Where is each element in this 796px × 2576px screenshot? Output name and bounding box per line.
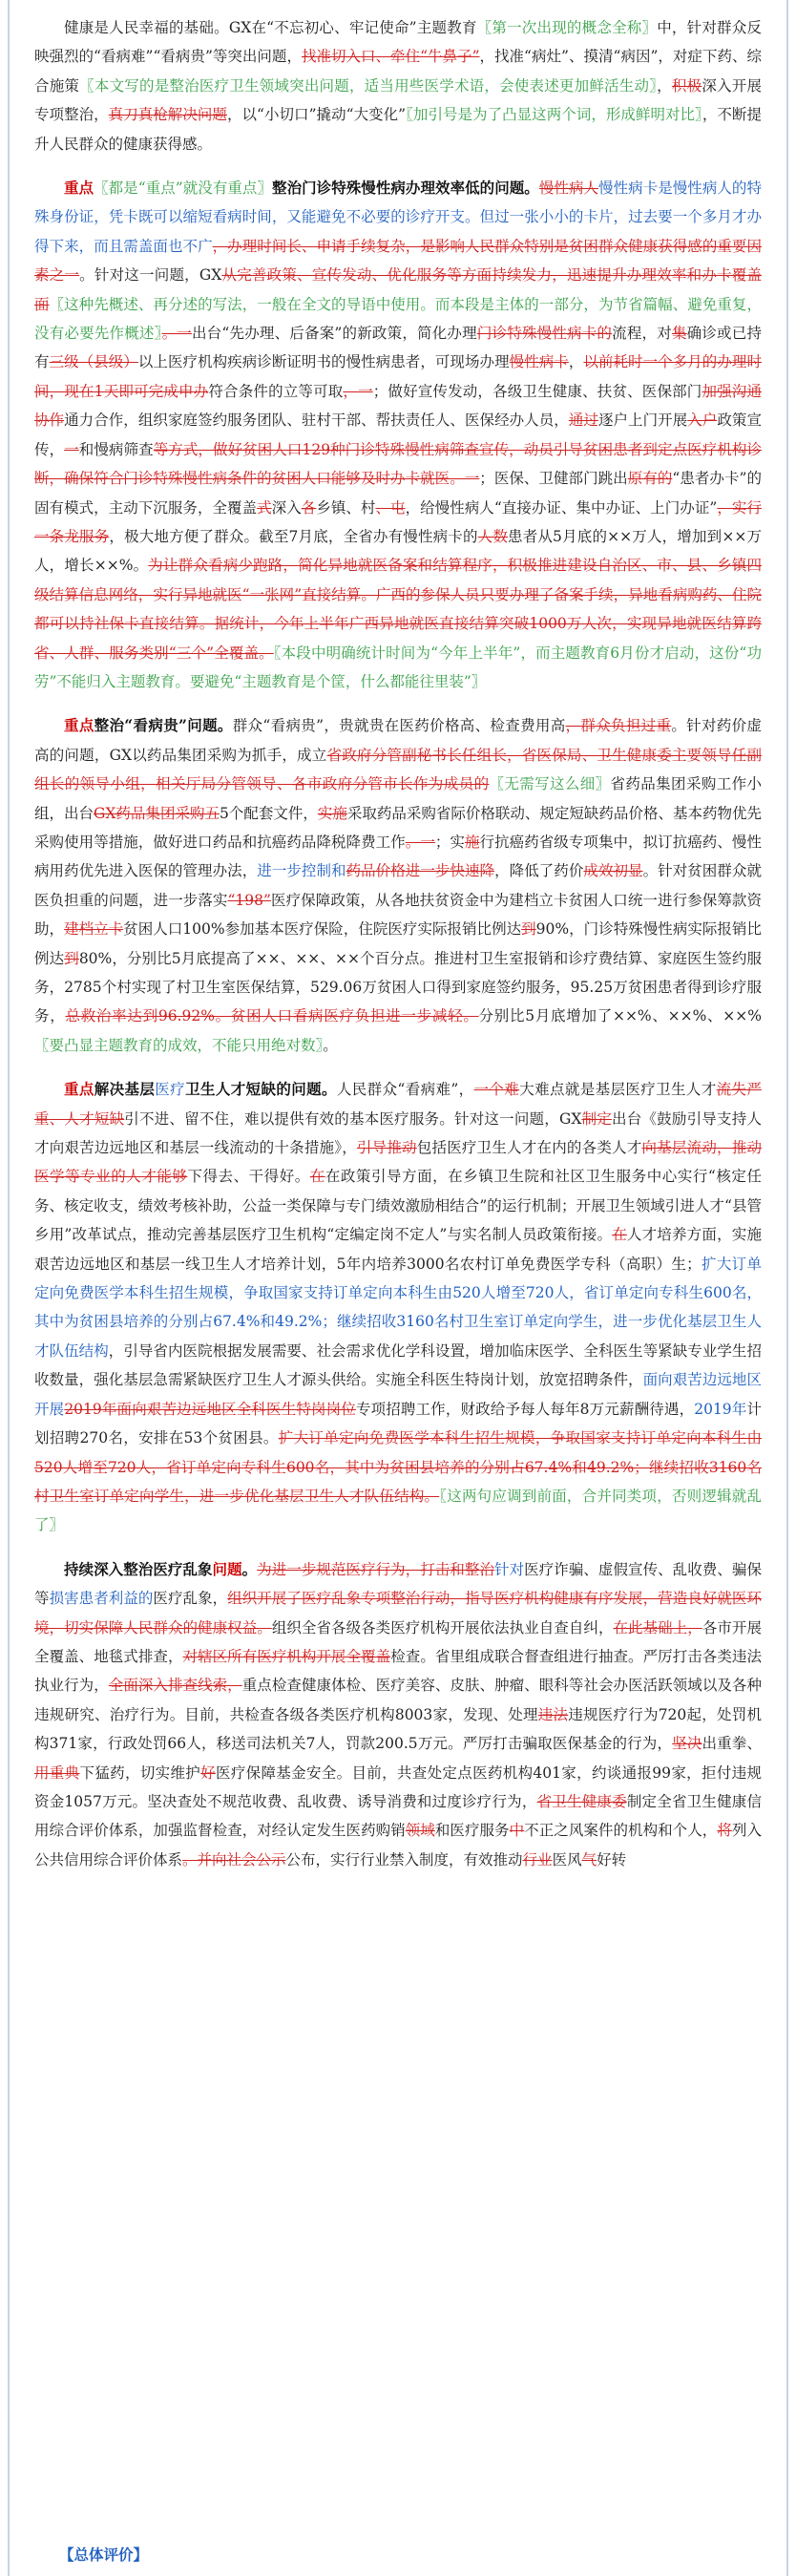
body-text: ；实 <box>434 833 465 851</box>
editor-comment: 〖这两句应调到前面，合并同类项，否则逻辑就乱了〗 <box>34 1487 762 1534</box>
deleted-text: 以前耗时一个多月的办理时间，现在1天即可完成申办 <box>34 353 762 400</box>
deleted-text: 、屯 <box>375 498 406 517</box>
body-text: 通力合作，组织家庭签约服务团队、驻村干部、帮扶责任人、医保经办人员， <box>64 412 569 430</box>
body-text: 中，针对群众反映强烈的“看病难”“看病贵”等突出问题， <box>34 19 762 66</box>
body-text: 省药品集团采购工作小组，出台 <box>34 775 762 822</box>
deleted-text: 入户 <box>687 412 718 430</box>
paragraph-1 <box>34 13 762 158</box>
deleted-text: 。一 <box>405 833 435 851</box>
body-text: 分别比5月底增加了××%、××%、××% <box>478 1007 762 1025</box>
body-text: 流程，对 <box>612 325 672 343</box>
inserted-text: 扩大订单定向免费医学本科生招生规模，争取国家支持订单定向本科生由520人增至720人，省订单定向专科生600名，其中为贫困县培养的分别占67.4%和49.2%；继续招收3160名村卫生室订单定向学生，进一步优化基层卫生人才队伍结构 <box>34 1255 762 1360</box>
deleted-text: 为进一步规范医疗行为，打击和整治 <box>257 1560 495 1578</box>
body-text: 下猛药，切实维护 <box>79 1763 201 1782</box>
document-page <box>8 0 788 2576</box>
deleted-text: 药品价格进一步快速降 <box>346 862 495 880</box>
body-text: 深入开展专项整治， <box>34 76 762 124</box>
body-text: ；做好宣传发动，各级卫生健康、扶贫、医保部门 <box>372 382 702 400</box>
body-text: 逐户上门开展 <box>597 412 688 430</box>
body-text: 行抗癌药省级专项集中，拟订抗癌药、慢性病用药优先进入医保的管理办法， <box>34 833 762 880</box>
body-text: 各市开展全覆盖、地毯式排查， <box>34 1618 762 1665</box>
deleted-text: 通过 <box>568 412 598 430</box>
inserted-text: 2019年 <box>694 1400 747 1418</box>
body-text: 出台《鼓励引导支持人才向艰苦边远地区和基层一线流动的十条措施》， <box>34 1109 762 1157</box>
body-text: 引不进、留不住，难以提供有效的基本医疗服务。针对这一问题，GX <box>124 1109 582 1128</box>
editor-comment: 〖这种先概述、再分述的写法，一般在全文的导语中使用。而本段是主体的一部分，为节省篇幅、避免重复，没有必要先作概述〗 <box>34 295 762 343</box>
body-text: ， <box>568 353 584 371</box>
deleted-text: 引导推动 <box>356 1139 417 1157</box>
highlight-label: 重点 <box>64 179 94 198</box>
body-text: ，给慢性病人“直接办证、集中办证、上门办证” <box>405 498 718 517</box>
body-text: 下得去、干得好。 <box>187 1168 310 1186</box>
paragraph-4 <box>34 1075 762 1540</box>
deleted-text: 扩大订单定向免费医学本科生招生规模，争取国家支持订单定向本科生由520人增至720人，省订单定向专科生600名，其中为贫困县培养的分别占67.4%和49.2%；继续招收3160名村卫生室订单定向学生，进一步优化基层卫生人才队伍结构。 <box>34 1429 762 1505</box>
editor-comment: 〖都是“重点”就没有重点〗 <box>94 179 273 198</box>
body-text: 患者从5月底的××万人，增加到××万人，增长××%。 <box>34 527 762 575</box>
deleted-text: 对辖区所有医疗机构开展全覆盖 <box>182 1647 391 1665</box>
deleted-text: 好 <box>200 1763 216 1782</box>
deleted-text: 各 <box>301 498 317 517</box>
body-text: 深入 <box>271 498 302 517</box>
deleted-text: 一个难 <box>473 1081 520 1099</box>
body-text: 在政策引导方面，在乡镇卫生院和社区卫生服务中心实行“核定任务、核定收支，绩效考核补助，公益一类保障与专门绩效激励相结合”的运行机制；开展卫生领域引进人才“县管乡用”改革试点，推动完善基层医疗卫生机构“定编定岗不定人”与实名制人员政策衔接。 <box>34 1168 762 1244</box>
deleted-text: 用重典 <box>34 1763 80 1782</box>
deleted-text: 人数 <box>477 527 509 545</box>
inserted-text: 慢性病卡是慢性病人的特殊身份证，凭卡既可以缩短看病时间，又能避免不必要的诊疗开支。但过一张小小的卡片，过去要一个多月才办得下来，而且需盖面也不广 <box>34 179 762 255</box>
bold-heading-text: 。 <box>241 1559 258 1578</box>
deleted-text: 省政府分管副秘书长任组长，省医保局、卫生健康委主要领导任副组长的领导小组，相关厅局分管领导、各市政府分管市长作为成员的 <box>34 746 762 793</box>
body-text: 健康是人民幸福的基础。GX在“不忘初心、牢记使命”主题教育 <box>64 19 477 36</box>
body-text: 以上医疗机构疾病诊断证明书的慢性病患者，可现场办理 <box>137 353 510 371</box>
deleted-text: ，群众负担过重 <box>565 717 672 735</box>
summary-heading: 【总体评价】 <box>59 2546 149 2564</box>
deleted-text: ，一 <box>343 382 373 400</box>
body-text: 列入公共信用综合评价体系 <box>34 1822 762 1869</box>
body-text: ；医保、卫健部门跳出 <box>479 470 628 488</box>
paragraph-3 <box>34 711 762 1060</box>
editor-comment: 〖第一次出现的概念全称〗 <box>476 19 658 36</box>
deleted-text: 组织开展了医疗乱象专项整治行动，指导医疗机构健康有序发展，营造良好就医环境，切实保障人民群众的健康权益。 <box>34 1590 762 1636</box>
deleted-text: GX药品集团采购五 <box>94 804 220 822</box>
deleted-text: 成效初显 <box>583 862 643 880</box>
inserted-text: 损害患者利益的 <box>49 1590 154 1608</box>
inserted-text: 医疗 <box>155 1081 186 1099</box>
body-text: 和医疗服务 <box>434 1822 510 1840</box>
deleted-text: 积极 <box>671 76 702 95</box>
deleted-text: 原有的 <box>627 470 673 488</box>
body-text: 医疗保障基金安全。目前，共查处定点医药机构401家，约谈通报99家，拒付违规资金1057万元。坚决查处不规范收费、乱收费、诱导消费和过度诊疗行为， <box>34 1763 762 1810</box>
inserted-text: 进一步控制和 <box>257 862 346 880</box>
body-text: ， <box>657 76 672 95</box>
deleted-text: 集 <box>671 325 687 343</box>
body-text: 和慢病筛查 <box>78 440 154 458</box>
body-text: 。 <box>323 1036 338 1054</box>
body-text: ，引导省内医院根据发展需要、社会需求优化学科设置，增加临床医学、全科医生等紧缺专业学生招收数量，强化基层急需紧缺医疗卫生人才源头供给。实施全科医生特岗计划，放宽招聘条件， <box>34 1341 762 1389</box>
deleted-text: 慢性病人 <box>538 179 599 198</box>
body-text: 乡镇、村 <box>316 498 376 517</box>
deleted-text: 。一 <box>161 325 192 343</box>
bold-heading-text: 持续深入整治医疗乱象 <box>64 1559 213 1578</box>
paragraph-2 <box>34 174 762 696</box>
deleted-text: 全面深入排查线索， <box>108 1677 242 1695</box>
deleted-text: 实施 <box>317 804 347 822</box>
deleted-text: 加强沟通协作 <box>34 382 762 430</box>
body-text: 群众“看病贵”，贵就贵在医药价格高、检查费用高 <box>232 717 566 735</box>
body-text: 不正之风案件的机构和个人， <box>524 1822 718 1840</box>
body-text: 计划招聘270名，安排在53个贫困县。 <box>34 1400 762 1447</box>
deleted-text: 。并向社会公示 <box>182 1850 286 1869</box>
body-text: 包括医疗卫生人才在内的各类人才 <box>416 1139 642 1157</box>
body-text: 确诊或已持有 <box>34 325 762 371</box>
deleted-text: 式 <box>257 498 272 517</box>
body-text: 。针对贫困群众就医负担重的问题，进一步落实 <box>34 862 762 909</box>
deleted-text: 领域 <box>405 1822 435 1840</box>
inserted-text: 针对 <box>494 1560 525 1578</box>
body-text: 。针对这一问题，GX <box>79 266 222 285</box>
deleted-text: ，实行一条龙服务 <box>34 498 762 545</box>
deleted-text: 建档立卡 <box>64 920 124 939</box>
body-text: ，以“小切口”撬动“大变化” <box>226 106 407 124</box>
bold-heading-text: 整治“看病贵”问题。 <box>94 716 233 735</box>
body-text: 公布，实行行业禁入制度，有效推动 <box>285 1850 523 1869</box>
deleted-text: 等方式，做好贫困人口129种门诊特殊慢性病筛查宣传，动员引导贫困患者到定点医疗机构诊断，确保符合门诊特殊慢性病条件的贫困人口能够及时办卡就医。一 <box>34 440 762 488</box>
body-text: 违规医疗行为720起，处罚机构371家，行政处罚66人，移送司法机关7人，罚款200.5万元。严厉打击骗取医保基金的行为， <box>34 1705 762 1753</box>
body-text: 医疗诈骗、虚假宣传、乱收费、骗保等 <box>34 1560 762 1608</box>
editor-comment: 〖要凸显主题教育的成效，不能只用绝对数〗 <box>34 1036 324 1054</box>
deleted-text: 在此基础上， <box>613 1618 702 1636</box>
body-text: 组织全省各级各类医疗机构开展依法执业自查自纠， <box>271 1618 614 1636</box>
deleted-text: 为让群众看病少跑路，简化异地就医备案和结算程序，积极推进建设自治区、市、县、乡镇四级结算信息网络，实行异地就医“一张网”直接结算。广西的参保人员只要办理了备案手续，异地看病购药、住院都可以持社保卡直接结算。据统计，今年上半年广西异地就医直接结算突破1000万人次，实现异地就医结算跨省、人群、服务类别“三个”全覆盖。 <box>34 557 763 662</box>
deleted-text: 制定 <box>581 1109 613 1128</box>
paragraph-5 <box>34 1555 762 1874</box>
body-text: 医风 <box>552 1850 582 1869</box>
deleted-text: 找准切入口、牵住“牛鼻子” <box>301 48 480 66</box>
body-text: 符合条件的立等可取 <box>208 382 344 400</box>
editor-comment: 〖加引号是为了凸显这两个词，形成鲜明对比〗 <box>406 106 702 124</box>
deleted-text: 门诊特殊慢性病卡的 <box>476 325 613 343</box>
deleted-text: 总救治率达到96.92%。贫困人口看病医疗负担进一步减轻。 <box>65 1007 479 1025</box>
deleted-text: 省卫生健康委 <box>536 1792 627 1810</box>
body-text: 80%，分别比5月底提高了××、××、××个百分点。推进村卫生室报销和诊疗费结算、家庭医生签约服务，2785个村实现了村卫生室医保结算，529.06万贫困人口得到家庭签约服务，95.25万贫困患者得到诊疗服务， <box>34 949 762 1025</box>
deleted-text: 向基层流动，推动医学等专业的人才能够 <box>34 1139 762 1186</box>
deleted-text: 流失严重、人才短缺 <box>34 1081 762 1128</box>
deleted-text: 到 <box>64 949 79 967</box>
body-text: 出重拳、 <box>702 1735 762 1753</box>
bold-heading-text: 整治门诊特殊慢性病办理效率低的问题。 <box>272 179 539 198</box>
deleted-text: 中 <box>509 1822 525 1840</box>
body-text: “患者办卡”的固有模式，主动下沉服务，全覆盖 <box>34 470 762 517</box>
body-text: 贫困人口100%参加基本医疗保险，住院医疗实际报销比例达 <box>123 920 522 939</box>
deleted-text: 真刀真枪解决问题 <box>108 106 227 124</box>
deleted-text: 在 <box>612 1226 627 1244</box>
body-text: 大难点就是基层医疗卫生人才 <box>519 1081 717 1099</box>
deleted-text: “198” <box>227 891 271 909</box>
body-text: 5个配套文件， <box>219 804 318 822</box>
deleted-text: 在 <box>309 1168 325 1186</box>
body-text: 人民群众“看病难”， <box>336 1081 474 1099</box>
body-text: 专项招聘工作，财政给予每人每年8万元薪酬待遇， <box>355 1400 695 1418</box>
body-text: ，极大地方便了群众。截至7月底，全省办有慢性病卡的 <box>109 527 478 545</box>
editor-comment: 〖本文写的是整治医疗卫生领域突出问题，适当用些医学术语，会使表述更加鲜活生动〗 <box>79 76 658 95</box>
editor-comment: 〖本段中明确统计时间为“今年上半年”，而主题教育6月份才启动，这份“功劳”不能归入主题教育。要避免“主题教育是个筐，什么都能往里装”〗 <box>34 644 763 690</box>
body-text: 制定全省卫生健康信用综合评价体系，加强监督检查，对经认定发生医药购销 <box>34 1792 762 1840</box>
deleted-text: 2019年面向艰苦边远地区全科医生特岗岗位 <box>64 1400 356 1418</box>
deleted-text: 从完善政策、宣传发动、优化服务等方面持续发力，迅速提升办理效率和办卡覆盖面 <box>34 266 762 313</box>
body-text: 医疗乱象， <box>153 1590 228 1608</box>
body-text: ，降低了药价 <box>494 862 584 880</box>
bold-heading-text: 卫生人才短缺的问题。 <box>185 1080 337 1099</box>
highlight-label: 重点 <box>64 1080 94 1099</box>
body-text: ，找准“病灶”、摸清“病因”，对症下药、综合施策 <box>34 48 762 95</box>
highlight-label: 问题 <box>212 1559 242 1578</box>
document-body <box>34 13 762 1874</box>
body-text: 出台“先办理、后备案”的新政策，简化办理 <box>191 325 477 343</box>
deleted-text: 慢性病卡 <box>509 353 569 371</box>
body-text: ，不断提升人民群众的健康获得感。 <box>34 106 762 153</box>
highlight-label: 重点 <box>64 716 94 735</box>
bold-heading-text: 解决基层 <box>94 1080 156 1099</box>
deleted-text: 违法 <box>537 1705 569 1723</box>
deleted-text: 将 <box>717 1822 732 1840</box>
body-text: 人才培养方面，实施艰苦边远地区和基层一线卫生人才培养计划，5年内培养3000名农村订单免费医学专科（高职）生； <box>34 1226 762 1273</box>
deleted-text: 施 <box>464 833 480 851</box>
body-text: 重点检查健康体检、医疗美容、皮肤、肿瘤、眼科等社会办医活跃领域以及各种违规研究、治疗行为。目前，共检查各级各类医疗机构8003家，发现、处理 <box>34 1677 762 1723</box>
body-text: 。针对药价虚高的问题，GX以药品集团采购为抓手，成立 <box>34 717 762 764</box>
inserted-text: 面向艰苦边远地区开展 <box>34 1371 762 1418</box>
deleted-text: 一 <box>64 440 79 458</box>
deleted-text: 气 <box>581 1850 597 1869</box>
deleted-text: 行业 <box>522 1850 553 1869</box>
deleted-text: 到 <box>521 920 536 939</box>
deleted-text: 坚决 <box>672 1735 702 1753</box>
body-text: 医疗保障政策，从各地扶贫资金中为建档立卡贫困人口统一进行参保筹款资助， <box>34 891 762 939</box>
deleted-text: ，办理时间长、申请手续复杂，是影响人民群众特别是贫困群众健康获得感的重要因素之一 <box>34 237 762 285</box>
body-text: 政策宣传， <box>34 412 762 458</box>
editor-comment: 〖无需写这么细〗 <box>489 775 611 793</box>
body-text: 90%，门诊特殊慢性病实际报销比例达 <box>34 920 762 967</box>
deleted-text: 三级（县级） <box>49 353 138 371</box>
body-text: 采取药品采购省际价格联动、规定短缺药品价格、基本药物优先采购使用等措施，做好进口药品和抗癌药品降税降费工作 <box>34 804 762 851</box>
body-text: 检查。省里组成联合督查组进行抽查。严厉打击各类违法执业行为， <box>34 1647 762 1695</box>
body-text: 好转 <box>597 1850 627 1869</box>
